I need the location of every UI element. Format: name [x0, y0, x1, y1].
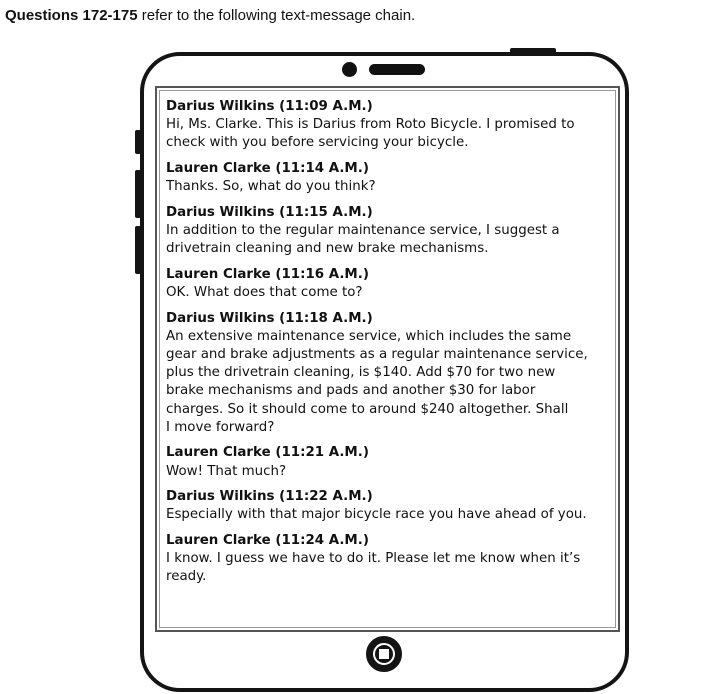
message — [166, 488, 611, 524]
message-sender: Lauren Clarke (11:21 A.M.) — [166, 445, 369, 461]
message — [166, 204, 611, 259]
power-button — [510, 48, 556, 54]
question-number: Questions 172-175 — [5, 7, 138, 24]
message-sender: Lauren Clarke (11:16 A.M.) — [166, 266, 369, 282]
message-text-line: Wow! That much? — [166, 463, 287, 479]
message — [166, 266, 611, 302]
message-sender: Lauren Clarke (11:14 A.M.) — [166, 161, 369, 176]
message-text-line: drivetrain cleaning and new brake mechanisms. — [166, 241, 489, 257]
message-text-line: brake mechanisms and pads and another $30 for labor — [166, 383, 536, 399]
message — [166, 444, 611, 480]
message-text-line: OK. What does that come to? — [166, 285, 363, 300]
message — [166, 98, 611, 153]
question-header — [5, 7, 415, 25]
message-text-line: I know. I guess we have to do it. Please let me know when it’s — [166, 551, 581, 567]
message-sender: Darius Wilkins (11:15 A.M.) — [166, 204, 373, 220]
question-instruction: refer to the following text-message chain. — [137, 7, 416, 24]
message-text-line: ready. — [166, 569, 207, 585]
message — [166, 160, 611, 196]
message-text-line: gear and brake adjustments as a regular maintenance service, — [166, 347, 588, 362]
message-text-line: Hi, Ms. Clarke. This is Darius from Roto Bicycle. I promised to — [166, 117, 575, 133]
phone-frame — [140, 52, 629, 692]
side-button-top — [135, 130, 141, 154]
speaker-icon — [369, 64, 425, 75]
message-text-line: Thanks. So, what do you think? — [166, 179, 376, 195]
message-sender: Darius Wilkins (11:22 A.M.) — [166, 489, 373, 505]
message — [166, 532, 611, 587]
message-sender: Darius Wilkins (11:18 A.M.) — [166, 310, 373, 326]
home-square-icon — [379, 649, 389, 659]
camera-icon — [342, 62, 357, 77]
home-button[interactable] — [366, 636, 402, 672]
message-sender: Darius Wilkins (11:09 A.M.) — [166, 99, 373, 114]
message-text-line: I move forward? — [166, 419, 275, 435]
phone-screen — [155, 86, 620, 632]
volume-up-button — [135, 170, 141, 218]
message-text-line: charges. So it should come to around $240 altogether. Shall — [166, 401, 569, 417]
message-text-line: Especially with that major bicycle race you have ahead of you. — [166, 507, 587, 523]
message-sender: Lauren Clarke (11:24 A.M.) — [166, 533, 369, 548]
message-text-line: plus the drivetrain cleaning, is $140. Add $70 for two new — [166, 365, 556, 381]
message-text-line: An extensive maintenance service, which includes the same — [166, 328, 572, 344]
message-text-line: check with you before servicing your bicycle. — [166, 135, 469, 151]
message-text-line: In addition to the regular maintenance service, I suggest a — [166, 223, 560, 238]
volume-down-button — [135, 226, 141, 274]
message — [166, 310, 611, 437]
message-chain — [166, 98, 611, 594]
